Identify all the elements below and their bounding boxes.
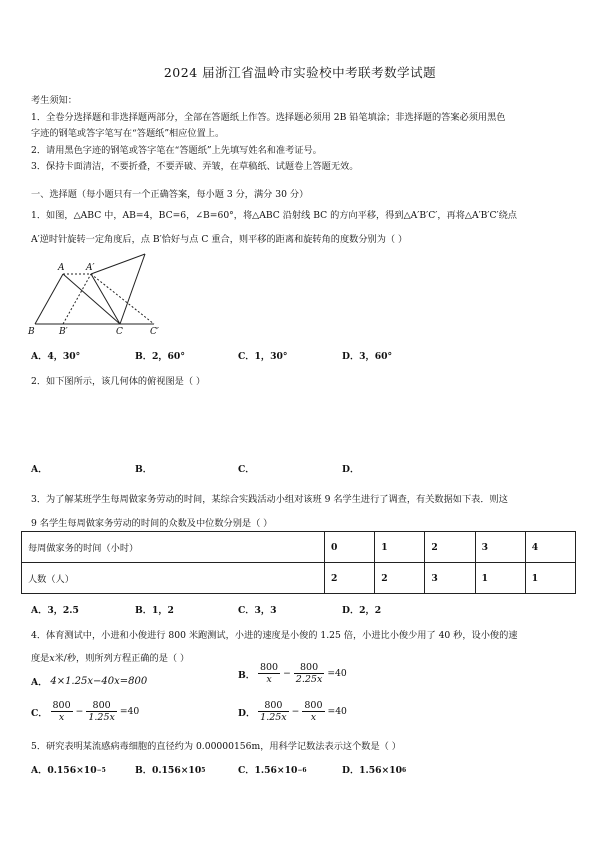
label-a1: A′ <box>86 263 95 273</box>
table-cell: 3 <box>475 532 525 563</box>
q5-option-c[interactable] <box>238 762 307 776</box>
equation: 4×1.25x−40x=800 <box>50 675 148 687</box>
equals-40: =40 <box>327 668 347 679</box>
q4-option-a[interactable] <box>31 674 147 688</box>
rotated-edge-2 <box>91 254 145 274</box>
option-label: D． <box>238 707 256 719</box>
option-base: 1.56×10 <box>359 765 403 776</box>
option-exponent: 5 <box>201 767 206 774</box>
q1-option-c[interactable]: C．1，30° <box>238 351 288 362</box>
option-base: 0.156×10 <box>151 765 202 776</box>
q1-stem-line2: A′逆时针旋转一定角度后，点 B′恰好与点 C 重合，则平移的距离和旋转角的度数分别为（ ） <box>31 234 408 245</box>
option-label: D． <box>342 765 360 776</box>
page-title: 2024 届浙江省温岭市实验校中考联考数学试题 <box>163 65 437 80</box>
q5-option-a[interactable] <box>31 762 106 776</box>
rotated-edge-1 <box>91 274 120 324</box>
option-base: 1.56×10 <box>254 765 298 776</box>
table-cell: 2 <box>425 532 475 563</box>
option-label: B． <box>135 765 152 776</box>
q1-option-d[interactable]: D．3，60° <box>342 351 393 362</box>
equals-40: =40 <box>119 706 140 717</box>
option-exponent: −6 <box>297 767 307 774</box>
fraction: $\frac{800}{x}$ <box>52 700 71 723</box>
q4-stem-part: 度是 <box>31 653 50 664</box>
q4-stem-line2 <box>31 650 189 664</box>
label-b1: B′ <box>59 327 68 337</box>
table-cell: 2 <box>325 563 375 594</box>
notice-item: 1．全卷分选择题和非选择题两部分，全部在答题纸上作答。选择题必须用 2B 铅笔填涂；非选择题的答案必须用黑色 <box>31 112 506 123</box>
option-label: A． <box>31 677 48 688</box>
label-c: C <box>116 327 123 337</box>
notice-item: 字迹的钢笔或答字笔写在“答题纸”相应位置上。 <box>31 128 225 139</box>
q4-option-c[interactable] <box>31 700 139 723</box>
fraction: $\frac{800}{x}$ <box>304 700 323 723</box>
q2-stem: 2．如下图所示，该几何体的俯视图是（ ） <box>31 376 206 387</box>
rotated-edge-3 <box>120 254 145 324</box>
notice-item: 3．保持卡面清洁，不要折叠，不要弄破、弄皱，在草稿纸、试题卷上答题无效。 <box>31 161 359 172</box>
option-label: A． <box>31 765 48 776</box>
q1-option-a[interactable]: A．4，30° <box>31 351 81 362</box>
label-c1: C′ <box>150 327 159 337</box>
label-b: B <box>28 327 35 337</box>
q3-stem-line2: 9 名学生每周做家务劳动的时间的众数及中位数分别是（ ） <box>31 518 273 529</box>
q1-figure <box>26 250 176 340</box>
q5-option-d[interactable] <box>342 762 406 776</box>
q5-option-b[interactable] <box>135 762 205 776</box>
notice-item: 2．请用黑色字迹的钢笔或答字笔在“答题纸”上先填写姓名和准考证号。 <box>31 145 322 156</box>
option-label: C． <box>238 765 255 776</box>
option-label: B． <box>238 669 255 681</box>
q2-option-d[interactable]: D． <box>342 464 360 475</box>
q2-option-a[interactable]: A． <box>31 464 48 475</box>
section-heading: 一、选择题（每小题只有一个正确答案，每小题 3 分，满分 30 分） <box>31 189 309 200</box>
table-cell: 4 <box>525 532 575 563</box>
q3-option-c[interactable]: C．3，3 <box>238 605 277 616</box>
edge-a1b1 <box>63 274 91 324</box>
table-row-label: 每周做家务的时间（小时） <box>22 532 325 563</box>
option-exponent: −5 <box>96 767 106 774</box>
q3-option-a[interactable]: A．3，2.5 <box>31 605 79 616</box>
q3-table <box>21 531 576 594</box>
fraction: $\frac{800}{x}$ <box>259 662 279 685</box>
q1-stem-line1: 1．如图，△ABC 中，AB=4，BC=6，∠B=60°，将△ABC 沿射线 BC 的方向平移，得到△A′B′C′，再将△A′B′C′绕点 <box>31 210 517 221</box>
table-cell: 1 <box>525 563 575 594</box>
table-row-label: 人数（人） <box>22 563 325 594</box>
table-cell: 0 <box>325 532 375 563</box>
table-row <box>22 532 576 563</box>
q4-stem-line1: 4．体育测试中，小进和小俊进行 800 米跑测试，小进的速度是小俊的 1.25 倍，小进比小俊少用了 40 秒，设小俊的速 <box>31 630 518 641</box>
q2-option-c[interactable]: C． <box>238 464 255 475</box>
table-row <box>22 563 576 594</box>
q4-stem-part: 米/秒，则所列方程正确的是（ ） <box>54 653 190 664</box>
q1-option-b[interactable]: B．2，60° <box>135 351 185 362</box>
fraction: $\frac{800}{1.25x}$ <box>88 700 115 723</box>
option-label: C． <box>31 707 48 719</box>
equals-40: =40 <box>327 706 347 717</box>
q5-stem: 5．研究表明某流感病毒细胞的直径约为 0.00000156m，用科学记数法表示这个数是（ ） <box>31 741 401 752</box>
label-a: A <box>58 263 65 273</box>
notice-heading: 考生须知： <box>31 95 77 106</box>
q4-option-d[interactable] <box>238 700 347 723</box>
minus-sign: − <box>283 668 291 679</box>
minus-sign: − <box>75 706 84 717</box>
q3-stem-line1: 3．为了解某班学生每周做家务劳动的时间，某综合实践活动小组对该班 9 名学生进行了调查，有关数据如下表．则这 <box>31 494 508 505</box>
minus-sign: − <box>291 706 300 717</box>
q3-option-b[interactable]: B．1，2 <box>135 605 174 616</box>
table-cell: 1 <box>475 563 525 594</box>
edge-ac <box>63 274 120 324</box>
q2-option-b[interactable]: B． <box>135 464 152 475</box>
table-cell: 1 <box>375 532 425 563</box>
q4-variable: x <box>49 653 55 664</box>
table-cell: 3 <box>425 563 475 594</box>
fraction: $\frac{800}{1.25x}$ <box>260 700 287 723</box>
q3-option-d[interactable]: D．2，2 <box>342 605 382 616</box>
fraction: $\frac{800}{2.25x}$ <box>295 662 323 685</box>
option-exponent: 6 <box>402 767 407 774</box>
q4-option-b[interactable] <box>238 662 347 685</box>
option-base: 0.156×10 <box>47 765 97 776</box>
table-cell: 2 <box>375 563 425 594</box>
edge-ab <box>35 274 63 324</box>
